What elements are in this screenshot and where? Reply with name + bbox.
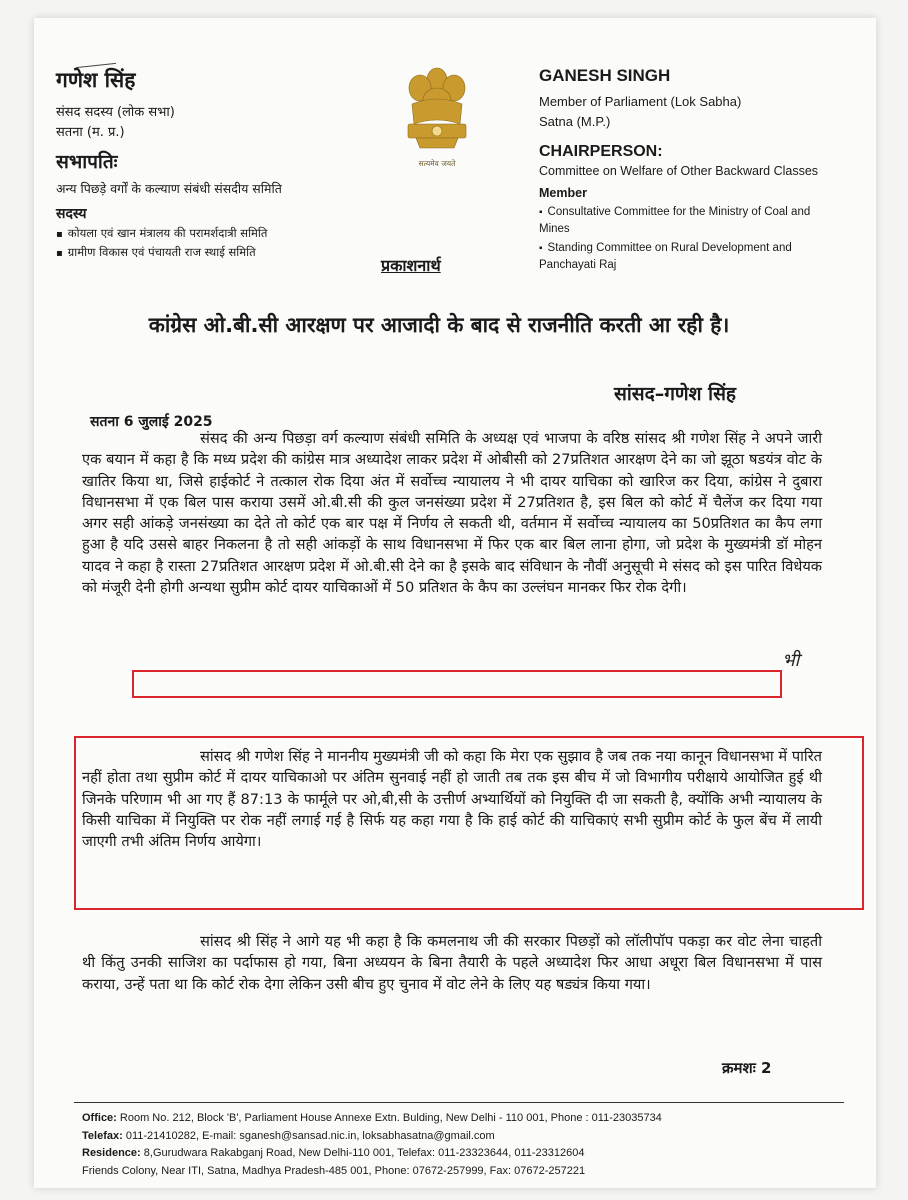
telefax-label: Telefax: (82, 1129, 123, 1142)
hindi-constituency: सतना (म. प्र.) (56, 125, 125, 140)
english-constituency: Satna (M.P.) (539, 114, 611, 129)
residence-label: Residence: (82, 1147, 141, 1159)
hindi-name: गणेश सिंह (56, 68, 136, 92)
english-member-item: ▪ Consultative Committee for the Ministry of Coal and Mines (539, 204, 829, 237)
hindi-member-item: ▪ ग्रामीण विकास एवं पंचायती राज स्थाई समिति (56, 245, 256, 260)
dateline: सतना 6 जुलाई 2025 (90, 414, 213, 430)
telefax-email: 011-21410282, E-mail: sganesh@sansad.nic.in, loksabhasatna@gmail.com (125, 1129, 495, 1142)
highlight-box-paragraph (74, 736, 864, 910)
hindi-member-item: ▪ कोयला एवं खान मंत्रालय की परामर्शदात्री समिति (56, 226, 267, 241)
hindi-chair-label: सभापतिः (56, 151, 118, 173)
office-address: Room No. 212, Block 'B', Parliament House Annexe Extn. Bulding, New Delhi - 110 001, Phone : 011-23035734 (119, 1112, 662, 1124)
national-emblem-icon (396, 58, 478, 176)
residence-address: 8,Gurudwara Rakabganj Road, New Delhi-110 001, Telefax: 011-23323644, 011-23312604 (143, 1147, 585, 1159)
english-chair-label: CHAIRPERSON: (539, 143, 663, 160)
hindi-designation: संसद सदस्य (लोक सभा) (56, 105, 175, 120)
english-name: GANESH SINGH (539, 66, 671, 85)
footer-divider (74, 1102, 844, 1103)
english-member-label: Member (539, 186, 587, 200)
satna-address: Friends Colony, Near ITI, Satna, Madhya Pradesh-485 001, Phone: 07672-257999, Fax: 07672-257221 (82, 1164, 586, 1177)
for-publication-label: प्रकाशनार्थ (381, 256, 441, 275)
office-label: Office: (82, 1112, 117, 1124)
paragraph-2: सांसद श्री गणेश सिंह ने माननीय मुख्यमंत्री जी को कहा कि मेरा एक सुझाव है जब तक नया कानून विधानसभा में पारित नहीं होता तथा सुप्रीम कोर्ट में दायर याचिकाओ पर अंतिम सुनवाई नहीं हो जाती तब तक इस बीच में जो विभागीय परीक्षाये आयोजित हुई थी जिनके परिणाम भी आ गए हैं 87:13 के फार्मूले पर ओ,बी,सी के उत्तीर्ण अभ्यार्थियों को नियुक्ति दी जा सकती है, क्योंकि अभी न्यायालय के किसी याचिका में नियुक्ति पर रोक नहीं लगाई गई है सिर्फ यह कहा गया है कि हाई कोर्ट की याचिकाएं सभी सुप्रीम कोर्ट के फुल बेंच में लायी जाएगी तभी अंतिम निर्णय आयेगा। (82, 748, 822, 851)
continued-marker: क्रमशः 2 (722, 1059, 772, 1077)
letterhead-page (34, 18, 876, 1188)
footer-contact (82, 1110, 852, 1180)
highlight-box-sentence (132, 670, 782, 698)
paragraph-1: संसद की अन्य पिछड़ा वर्ग कल्याण संबंधी समिति के अध्यक्ष एवं भाजपा के वरिष्ठ सांसद श्री गणेश सिंह ने अपने जारी एक बयान में कहा है कि मध्य प्रदेश की कांग्रेस मात्र अध्यादेश लाकर प्रदेश में ओबीसी को 27प्रतिशत आरक्षण देने का जो झूठा षडयंत्र वोट के खातिर किया था, जिसे हाईकोर्ट ने तत्काल रोक दिया अंत में सर्वोच्च न्यायालय ने भी दायर याचिका को खारिज कर दिया, कांग्रेस ने दुबारा विधानसभा में एक बिल पास कराया उसमें ओ.बी.सी की कुल जनसंख्या प्रदेश में 27प्रतिशत है, इस बिल को कोर्ट में चैलेंज कर दिया गया अगर सही आंकड़े जनसंख्या का देते तो कोर्ट एक बार पक्ष में निर्णय ले सकती थी, वर्तमान में सर्वोच्च न्यायालय का 50प्रतिशत का कैप लगा हुआ है यदि उससे बाहर निकलना है तो सही आंकड़ों के साथ विधानसभा में फिर एक बार बिल लाना होगा, जो प्रदेश के मुख्यमंत्री डॉ मोहन यादव ने कहा है रास्ता 27प्रतिशत आरक्षण प्रदेश में ओ.बी.सी देने का है इसके बाद संविधान के नौवीं अनुसूची मे संसद को इस पारित विधेयक को मंजूरी देनी होगी अन्यथा सुप्रीम कोर्ट दायर याचिकाओं में 50 प्रतिशत के कैप का उल्लंघन मानकर फिर रोक देगी। (82, 430, 822, 597)
english-committee: Committee on Welfare of Other Backward Classes (539, 164, 819, 178)
headline: कांग्रेस ओ.बी.सी आरक्षण पर आजादी के बाद से राजनीति करती आ रही है। (148, 313, 730, 337)
handwritten-note: भी (782, 650, 800, 671)
hindi-member-label: सदस्य (56, 206, 87, 222)
paragraph-3: सांसद श्री सिंह ने आगे यह भी कहा है कि कमलनाथ जी की सरकार पिछड़ों को लॉलीपॉप पकड़ा कर वोट लेना चाहती थी किंतु उनकी साजिश का पर्दाफास हो गया, बिना अध्ययन के बिना तैयारी के पहले अध्यादेश फिर आधा अधूरा बिल विधानसभा में पास कराया, उन्हें पता था कि कोर्ट रोक देगा लेकिन उसी बीच हुए चुनाव में वोट लेने के लिए यह षड्यंत्र किया गया। (82, 933, 822, 993)
english-member-item: ▪ Standing Committee on Rural Development and Panchayati Raj (539, 240, 829, 273)
byline: सांसद–गणेश सिंह (614, 383, 737, 405)
english-designation: Member of Parliament (Lok Sabha) (539, 94, 742, 109)
emblem-motto: सत्यमेव जयते (418, 159, 456, 168)
hindi-committee: अन्य पिछड़े वर्गों के कल्याण संबंधी संसदीय समिति (56, 181, 282, 196)
